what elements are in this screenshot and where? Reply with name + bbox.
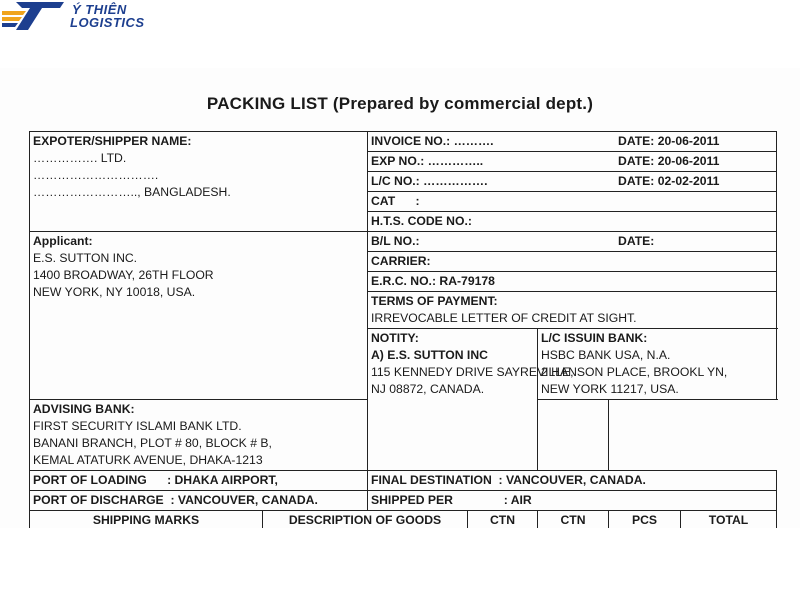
col-ctn-no-line1: CTN — [489, 513, 516, 527]
advising-bank-line2: BANANI BRANCH, PLOT # 80, BLOCK # B, — [33, 436, 272, 450]
notify-line3: NJ 08872, CANADA. — [371, 382, 485, 396]
bl-cell — [368, 232, 777, 252]
col-description: DESCRIPTION OF GOODS — [263, 511, 468, 547]
table-row — [30, 400, 777, 471]
advising-bank-line1: FIRST SECURITY ISLAMI BANK LTD. — [33, 419, 242, 433]
terms-cell — [368, 292, 777, 329]
col-ctn-qty-line1: CTN — [560, 513, 586, 527]
shipper-line3: …………………….., BANGLADESH. — [33, 185, 231, 199]
packing-list-table — [29, 131, 777, 547]
issuing-bank-line1: HSBC BANK USA, N.A. — [541, 348, 671, 362]
advising-bank-cell — [30, 400, 609, 471]
hts-cell: H.T.S. CODE NO.: — [368, 212, 777, 232]
page-footer-space — [0, 528, 800, 600]
col-total-pcs-line1: TOTAL — [708, 513, 749, 527]
advising-bank-line3: KEMAL ATATURK AVENUE, DHAKA-1213 — [33, 453, 263, 467]
carrier-cell: CARRIER: — [368, 252, 777, 272]
applicant-line1: E.S. SUTTON INC. — [33, 251, 138, 265]
table-row — [30, 471, 777, 491]
erc-cell: E.R.C. NO.: RA-79178 — [368, 272, 777, 292]
invoice-cell — [368, 132, 777, 152]
invoice-no: INVOICE NO.: ………. — [371, 134, 494, 148]
terms-label: TERMS OF PAYMENT: — [371, 294, 498, 308]
exp-no: EXP NO.: ………….. — [371, 154, 484, 168]
applicant-label: Applicant: — [33, 234, 93, 248]
issuing-bank-line2: 2 HANSON PLACE, BROOKL YN, — [541, 365, 728, 379]
issuing-bank-label: L/C ISSUIN BANK: — [541, 331, 648, 345]
terms-value: IRREVOCABLE LETTER OF CREDIT AT SIGHT. — [371, 311, 637, 325]
notify-line2: 115 KENNEDY DRIVE SAYREVILLE, — [371, 365, 574, 379]
shipper-label: EXPOTER/SHIPPER NAME: — [33, 134, 192, 148]
notify-line1: A) E.S. SUTTON INC — [371, 348, 488, 362]
exp-date: DATE: 20-06-2011 — [618, 154, 720, 168]
brand-header — [0, 0, 800, 60]
shipped-per: SHIPPED PER : AIR — [368, 491, 777, 511]
bl-date: DATE: — [618, 234, 655, 248]
table-row — [30, 491, 777, 511]
issuing-bank-cell — [538, 329, 777, 400]
applicant-line2: 1400 BROADWAY, 26TH FLOOR — [33, 268, 214, 282]
brand-name-line2: LOGISTICS — [70, 15, 145, 30]
applicant-cell — [30, 232, 368, 400]
invoice-date: DATE: 20-06-2011 — [618, 134, 720, 148]
cat-cell: CAT : — [368, 192, 777, 212]
advising-bank-label: ADVISING BANK: — [33, 402, 135, 416]
brand-name — [70, 3, 145, 29]
shipper-line2: …………………………. — [33, 168, 159, 182]
port-of-discharge: PORT OF DISCHARGE : VANCOUVER, CANADA. — [30, 491, 368, 511]
lc-no: L/C NO.: ……………. — [371, 174, 488, 188]
issuing-bank-line3: NEW YORK 11217, USA. — [541, 382, 679, 396]
logo-mark-icon — [2, 2, 64, 30]
col-pcs-ctn-line1: PCS — [631, 513, 658, 527]
port-of-loading: PORT OF LOADING : DHAKA AIRPORT, — [30, 471, 368, 491]
table-row — [30, 132, 777, 152]
shipper-line1: ……………. LTD. — [33, 151, 127, 165]
page-title: PACKING LIST (Prepared by commercial dept.) — [206, 94, 594, 113]
table-row — [30, 232, 777, 252]
final-destination: FINAL DESTINATION : VANCOUVER, CANADA. — [368, 471, 777, 491]
lc-date: DATE: 02-02-2011 — [618, 174, 720, 188]
notify-label: NOTITY: — [371, 331, 419, 345]
brand-name-line1: Ý THIÊN — [72, 2, 127, 17]
applicant-line3: NEW YORK, NY 10018, USA. — [33, 285, 196, 299]
bl-no: B/L NO.: — [371, 234, 420, 248]
lc-cell — [368, 172, 777, 192]
exp-cell — [368, 152, 777, 172]
col-shipping-marks: SHIPPING MARKS — [30, 511, 263, 547]
shipper-cell — [30, 132, 368, 232]
